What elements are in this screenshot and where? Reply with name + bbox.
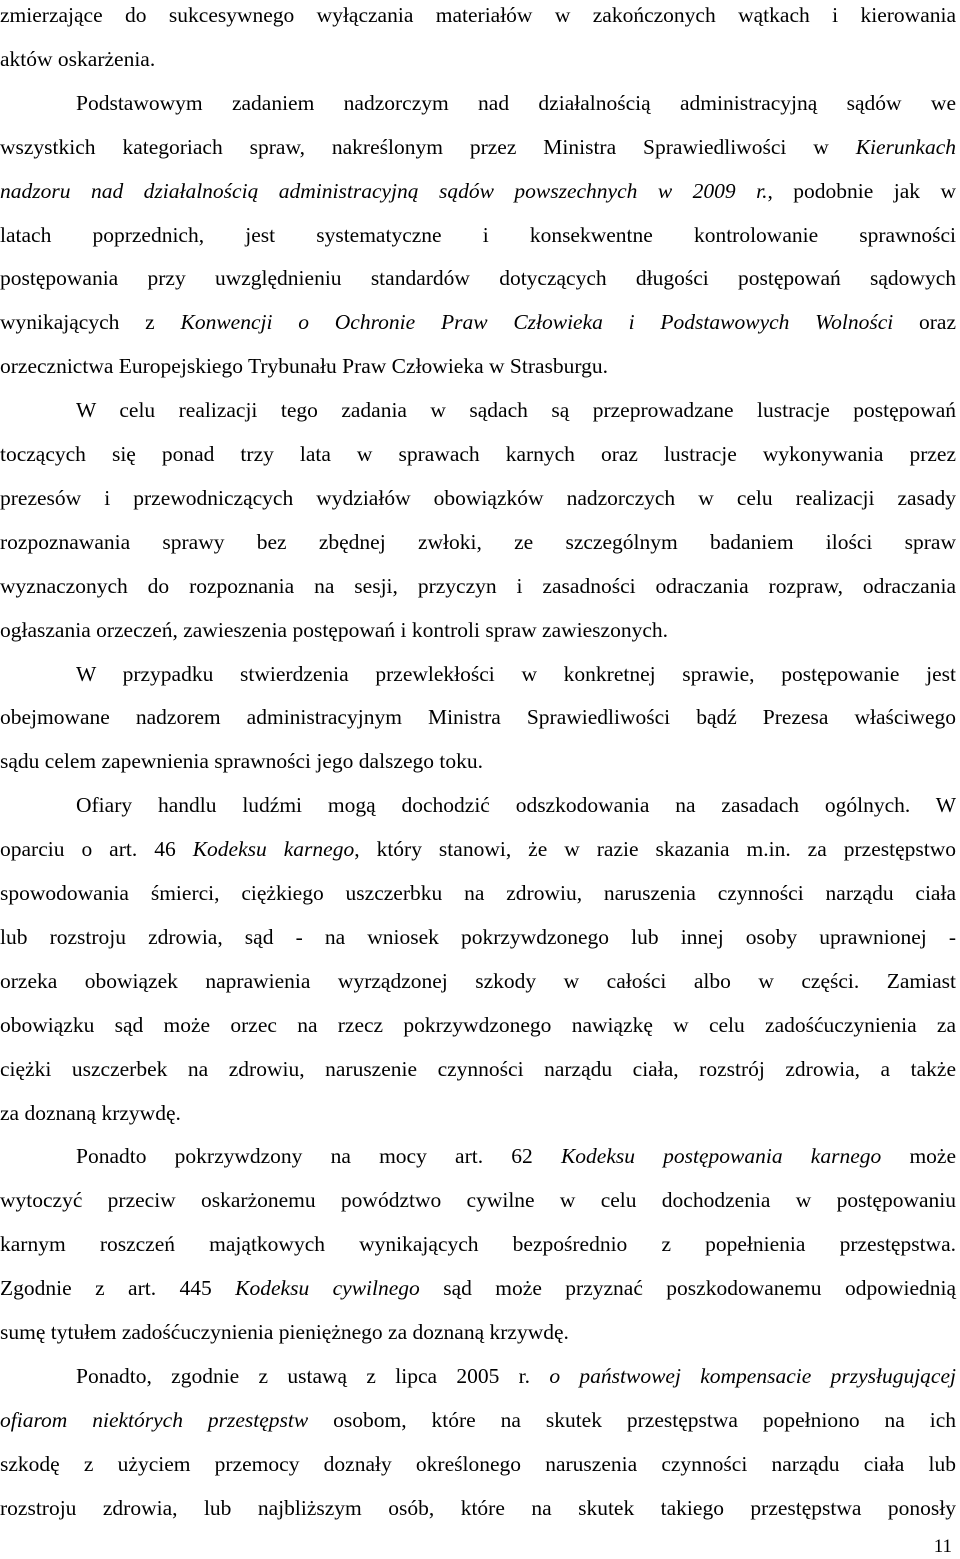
text-line [0, 483, 956, 513]
text-run: oparciu o art. 46 [0, 837, 193, 862]
text-line [0, 702, 956, 732]
text-run: wszystkich kategoriach spraw, nakreślonym przez Ministra Sprawiedliwości w [0, 134, 856, 159]
italic-text-run: nadzoru nad działalnością administracyjną sądów powszechnych w 2009 r. [0, 178, 768, 203]
text-line [76, 790, 956, 820]
text-line [0, 1054, 956, 1084]
text-run: postępowania przy uwzględnieniu standardów dotyczących długości postępowań sądowych [0, 266, 956, 291]
text-run: wytoczyć przeciw oskarżonemu powództwo cywilne w celu dochodzenia w postępowaniu [0, 1188, 956, 1213]
text-run: oraz [893, 310, 957, 335]
text-line [0, 615, 956, 645]
italic-text-run: Kierunkach [855, 134, 956, 159]
text-run: rozpoznawania sprawy bez zbędnej zwłoki, ze szczególnym badaniem ilości spraw [0, 529, 956, 554]
text-run: Ofiary handlu ludźmi mogą dochodzić odszkodowania na zasadach ogólnych. W [76, 793, 956, 818]
text-line [76, 659, 956, 689]
text-line [0, 1098, 956, 1128]
text-run: aktów oskarżenia. [0, 46, 156, 71]
text-run: obejmowane nadzorem administracyjnym Ministra Sprawiedliwości bądź Prezesa właściwego [0, 705, 956, 730]
text-run: Zgodnie z art. 445 [0, 1276, 236, 1301]
text-run: zmierzające do sukcesywnego wyłączania materiałów w zakończonych wątkach i kierowania [0, 3, 956, 27]
text-run: orzecznictwa Europejskiego Trybunału Praw Człowieka w Strasburgu. [0, 354, 609, 379]
text-run: latach poprzednich, jest systematyczne i konsekwentne kontrolowanie sprawności [0, 222, 956, 247]
text-line [0, 1449, 956, 1479]
text-run: lub rozstroju zdrowia, sąd - na wniosek pokrzywdzonego lub innej osoby uprawnionej - [0, 924, 956, 949]
text-line [0, 263, 956, 293]
text-run: , który stanowi, że w razie skazania m.in. za przestępstwo [354, 837, 956, 862]
italic-text-run: Kodeksu postępowania karnego [560, 1144, 882, 1169]
text-line [0, 176, 956, 206]
italic-text-run: Kodeksu cywilnego [235, 1276, 420, 1301]
text-line [0, 132, 956, 162]
text-line [0, 922, 956, 952]
text-run: sądu celem zapewnienia sprawności jego dalszego toku. [0, 749, 483, 774]
text-line [76, 395, 956, 425]
text-run: sąd może przyznać poszkodowanemu odpowiednią [419, 1276, 957, 1301]
text-line [0, 746, 956, 776]
italic-text-run: Konwencji o Ochronie Praw Człowieka i Podstawowych Wolności [180, 310, 894, 335]
text-line [0, 351, 956, 381]
text-run: Ponadto, zgodnie z ustawą z lipca 2005 r. [76, 1363, 550, 1388]
text-line [0, 527, 956, 557]
text-run: prezesów i przewodniczących wydziałów obowiązków nadzorczych w celu realizacji zasady [0, 485, 956, 510]
text-line [0, 0, 956, 30]
text-line [0, 44, 956, 74]
text-run: szkodę z użyciem przemocy doznały określonego naruszenia czynności narządu ciała lub [0, 1451, 956, 1476]
text-line [0, 571, 956, 601]
text-run: spowodowania śmierci, ciężkiego uszczerbku na zdrowiu, naruszenia czynności narządu ciała [0, 881, 956, 905]
text-run: ciężki uszczerbek na zdrowiu, naruszenie czynności narządu ciała, rozstrój zdrowia, a także [0, 1056, 956, 1081]
text-run: rozstroju zdrowia, lub najbliższym osób, które na skutek takiego przestępstwa ponosły [0, 1495, 956, 1520]
text-line [0, 834, 956, 864]
text-line [0, 1317, 956, 1347]
text-run: obowiązku sąd może orzec na rzecz pokrzywdzonego nawiązkę w celu zadośćuczynienia za [0, 1012, 956, 1037]
italic-text-run: Kodeksu karnego [192, 837, 355, 862]
text-line [76, 1141, 956, 1171]
text-run: W przypadku stwierdzenia przewlekłości w konkretnej sprawie, postępowanie jest [76, 661, 956, 686]
text-line [0, 878, 956, 908]
text-run: W celu realizacji tego zadania w sądach są przeprowadzane lustracje postępowań [76, 398, 956, 423]
text-run: sumę tytułem zadośćuczynienia pieniężnego za doznaną krzywdę. [0, 1320, 569, 1344]
text-run: toczących się ponad trzy lata w sprawach karnych oraz lustracje wykonywania przez [0, 442, 956, 466]
text-run: , podobnie jak w [767, 178, 957, 203]
text-line [76, 88, 956, 118]
page-number: 11 [933, 1536, 952, 1557]
text-line [0, 966, 956, 996]
text-line [0, 1493, 956, 1523]
text-line [0, 439, 956, 469]
text-run: osobom, które na skutek przestępstwa popełniono na ich [308, 1407, 956, 1432]
text-run: ogłaszania orzeczeń, zawieszenia postępowań i kontroli spraw zawieszonych. [0, 617, 669, 642]
text-line [0, 307, 956, 337]
text-line [76, 1361, 956, 1391]
text-line [0, 1405, 956, 1435]
text-run: za doznaną krzywdę. [0, 1100, 181, 1125]
italic-text-run: o państwowej kompensacie przysługującej [549, 1363, 956, 1388]
text-run: orzeka obowiązek naprawienia wyrządzonej szkody w całości albo w części. Zamiast [0, 968, 956, 993]
text-run: wynikających z [0, 310, 181, 335]
italic-text-run: ofiarom niektórych przestępstw [0, 1407, 309, 1432]
text-run: Ponadto pokrzywdzony na mocy art. 62 [76, 1144, 561, 1169]
text-run: karnym roszczeń majątkowych wynikających bezpośrednio z popełnienia przestępstwa. [0, 1232, 956, 1257]
text-run: Podstawowym zadaniem nadzorczym nad działalnością administracyjną sądów we [76, 90, 956, 115]
text-line [0, 1229, 956, 1259]
text-line [0, 1185, 956, 1215]
text-line [0, 220, 956, 250]
text-line [0, 1273, 956, 1303]
text-line [0, 1010, 956, 1040]
text-run: wyznaczonych do rozpoznania na sesji, przyczyn i zasadności odraczania rozpraw, odraczania [0, 573, 956, 598]
text-run: może [881, 1144, 957, 1169]
